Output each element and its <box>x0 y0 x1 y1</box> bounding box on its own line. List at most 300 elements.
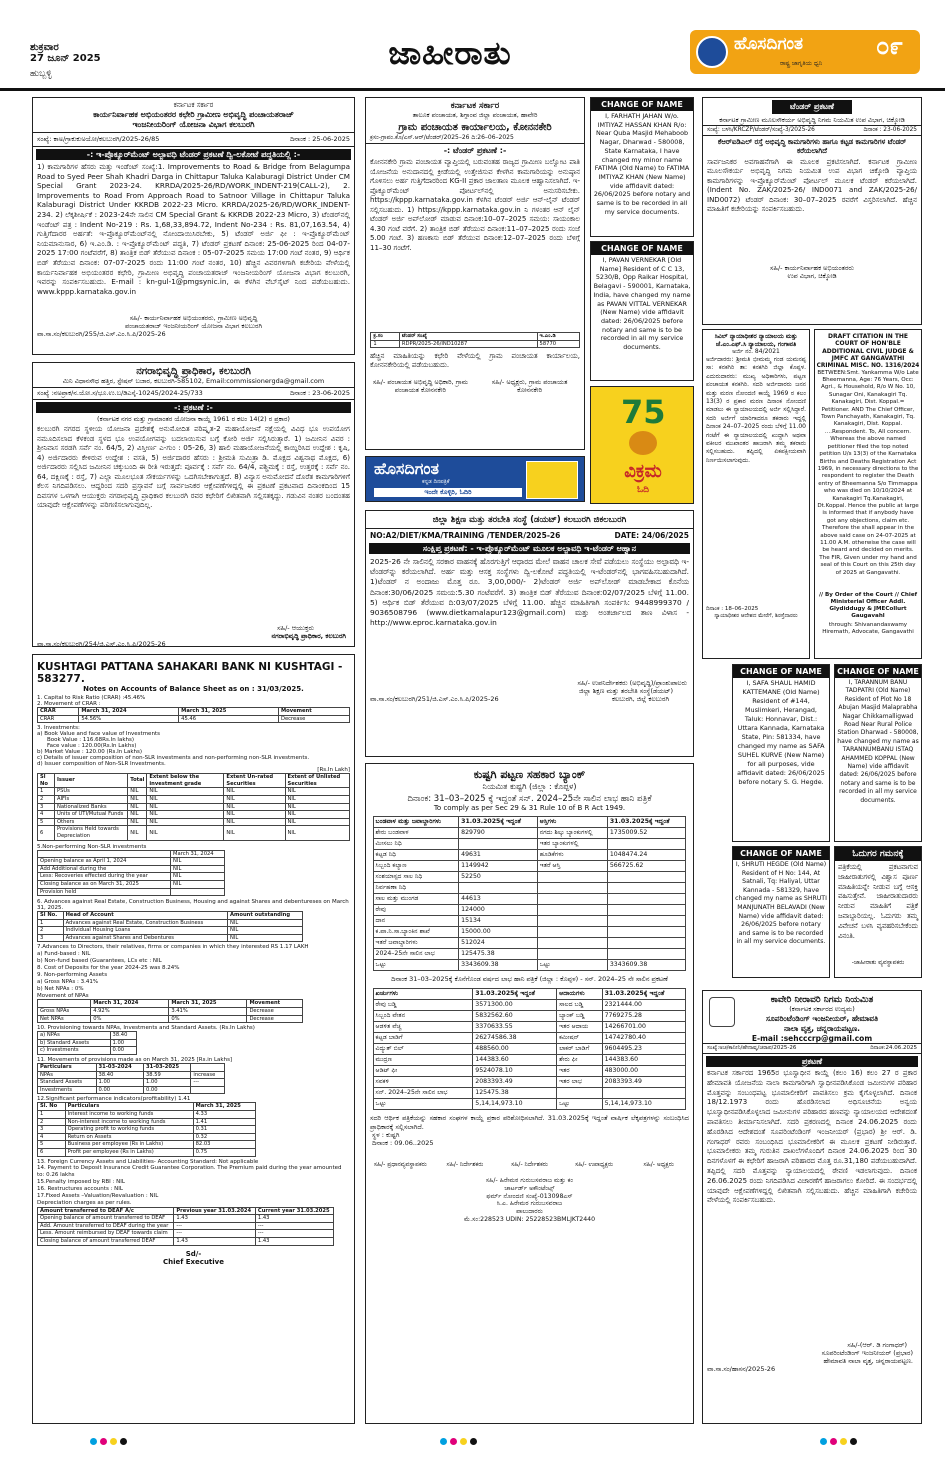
table-cell: 1 <box>38 788 55 796</box>
table-cell: NIL <box>285 826 350 840</box>
table-cell: March 31, 2024 <box>79 708 179 716</box>
table-cell: NIL <box>171 865 225 873</box>
dot-magenta <box>100 1438 107 1445</box>
table-row <box>38 1141 256 1149</box>
table-row <box>38 811 350 819</box>
table-header-row <box>38 912 303 920</box>
table-cell: ಮೀಸಲು ನಿಧಿ <box>373 839 459 850</box>
table-cell: 0.75 <box>193 1148 256 1156</box>
table-cell: Net NPAs <box>38 1015 91 1023</box>
table-cell: Return on Assets <box>65 1133 193 1141</box>
inv-face: Face value : 120.00(Rs.In Lakhs) <box>47 743 137 750</box>
table-cell: Decrease <box>247 1015 303 1023</box>
corp-sub: (ಕರ್ನಾಟಕ ಸರ್ಕಾರದ ಉದ್ಯಮ) <box>789 1005 855 1013</box>
table-cell: 31.03.2025ಕ್ಕೆ ಇದ್ದಂತೆ <box>607 817 686 828</box>
table-cell: 31.03.2025ಕ್ಕೆ ಇದ್ದಂತೆ <box>473 989 557 1000</box>
ref-date: DATE: 24/06/2025 <box>614 531 689 540</box>
table-cell: 1 <box>38 1111 66 1119</box>
court-date: ದಿನಾಂಕ : 18–06–2025 <box>706 606 759 612</box>
table-row <box>38 1126 256 1134</box>
table-cell: NIL <box>128 788 147 796</box>
table-cell: Provision held <box>38 888 171 896</box>
dot-black <box>470 1438 477 1445</box>
page-number: ೦೯ <box>876 32 903 60</box>
authority-title: ನಗರಾಭಿವೃದ್ಧಿ ಪ್ರಾಧಿಕಾರ, ಕಲಬುರಗಿ <box>136 366 251 377</box>
table-cell: ಠೇವು ಬಡ್ಡಿ <box>373 1000 473 1011</box>
table-cell: NIL <box>228 927 303 935</box>
table-cell: Particulars <box>65 1103 193 1111</box>
table-cell: 6 <box>38 826 55 840</box>
table-row <box>38 715 350 723</box>
dot-black <box>120 1438 127 1445</box>
table-cell: ಖರ್ಚುಗಳು <box>373 989 473 1000</box>
text-line: ಚಾರ್ಟರ್ಡ್ ಅಕೌಂಟೆಂಟ್ಸ್ <box>504 1184 555 1192</box>
notice-body: ಕಲಬುರಗಿ ನಗರದ ಸ್ಥಳೀಯ ಯೋಜನಾ ಪ್ರದೇಶಕ್ಕೆ ಅನುಮೋದಿತ ಪರಿಷ್ಕೃತ-2 ಮಹಾಯೋಜನೆ ನಕ್ಷೆಯಲ್ಲಿ ವಿವಿಧ ಭೂ ಉಪಯೋಗ ನಮೂದಿಸಲಾದ ಕೆಳಕಂಡ ಸ್ಥಳದ ಭೂ ಉಪಯೋಗವನ್ನು ಬದಲಾಯಿಸುವ ಬಗ್ಗೆ ಕೋರಿ ಅರ್ಜಿ ಸಲ್ಲಿಸಿರುತ್ತಾರೆ. 1) ಜಮೀನಿನ ವಿವರ : ಶ್ರೀನಿವಾಸ ಸರಡಗಿ ಸರ್ವೆ ನಂ. 64/5, 2) ವಿಸ್ತೀರ್ಣ ಎ-ಗುಂ : 05-26, 3) ಹಾಲಿ ಮಹಾಯೋಜನೆಯಲ್ಲಿ ಕಾಯ್ದಿರಿಸಿದ ಉದ್ದೇಶ : ಕೃಷಿ, 4) ಅರ್ಜಿದಾರರು ಕೇಳಿರುವ ಉದ್ದೇಶ : ವಸತಿ, 5) ಅರ್ಜಿದಾರರ ಹೆಸರು : ಶ್ರೀಮತಿ ಸುಮಿತ್ರಾ ಡಿ. ಮೊಕ್ಷದ ವಿಶ್ವನಾಥ ಮೊಕ್ಷದ, 6) ಅರ್ಜಿದಾರರು ಸಲ್ಲಿಸಿದ ಜಮೀನಿನ ಚಕ್ಕುಬಂದಿ ಈ ರೀತಿ ಇರುತ್ತದೆ: ಪೂರ್ವಕ್ಕೆ : ಸರ್ವೆ ನಂ. 64/4, ಪಶ್ಚಿಮಕ್ಕೆ : ರಸ್ತೆ, ಉತ್ತರಕ್ಕೆ : ಸರ್ವೆ ನಂ. 64, ದಕ್ಷಿಣಕ್ಕೆ : ರಸ್ತೆ, 7) ಎಲ್ಲಾ ಮೂಲಭೂತ ಸೌಕರ್ಯಗಳನ್ನು ಒದಗಿಸಬೇಕಾಗುತ್ತದೆ. 8) ವಿನ್ಯಾಸ ಅನುಮೋದನೆ ದೊರೆತ ಕಾಮಗಾರಿಗಳಿಗೆ ಕೆಲಸ ನಿಗದಿಪಡಿಸಲು. ಆದ್ದರಿಂದ ಸದರಿ ಪ್ರಸ್ತಾವನೆ ಬಗ್ಗೆ ಸಾರ್ವಜನಿಕರ ಆಕ್ಷೇಪಣೆಗಳಿದ್ದಲ್ಲಿ ಈ ಪ್ರಕಟಣೆ ಪ್ರಕಟವಾದ ದಿನಾಂಕದಿಂದ 15 ದಿವಸಗಳ ಒಳಗಾಗಿ ಆಯುಕ್ತರು ನಗರಾಭಿವೃದ್ಧಿ ಪ್ರಾಧಿಕಾರ ಕಲಬುರಗಿ ರವರ ಕಛೇರಿಗೆ ಲಿಖಿತವಾಗಿ ಸಲ್ಲಿಸತಕ್ಕದ್ದು. ಗಡುವಿನ ನಂತರ ಬಂದಂತಹ ಯಾವುದೇ ಆಕ್ಷೇಪಣೆಗಳನ್ನು ಪರಿಗಣಿಸಲಾಗುವುದಿಲ್ಲ. <box>37 424 350 509</box>
table-cell: 15134 <box>459 916 538 927</box>
table-cell: 4 <box>38 1133 66 1141</box>
table-cell: 5 <box>38 818 55 826</box>
table-row <box>38 873 225 881</box>
section-title: ಜಾಹೀರಾತು <box>388 34 512 72</box>
promo-sub: ಕನ್ನಡ ದಿನಪತ್ರಿಕೆ <box>422 479 450 485</box>
table-cell: --- <box>255 1222 333 1230</box>
table-cell <box>607 883 686 894</box>
table-cell: ಇತರ ಲಾಭ <box>557 1077 602 1088</box>
table-cell: NIL <box>285 803 350 811</box>
table-cell: Add. Amount transferred to DEAF during the year <box>38 1222 174 1230</box>
text-line: 8. Cost of Deposits for the year 2024-25 was 8.24% <box>37 965 180 972</box>
performance-label: 12.Significant performance indicators(profitability) 1.41 <box>37 1096 191 1103</box>
table-cell: --- <box>174 1222 256 1230</box>
table-row <box>373 960 686 971</box>
table-cell: 829790 <box>459 828 538 839</box>
readers-body: ಪತ್ರಿಕೆಯಲ್ಲಿ ಪ್ರಕಟವಾಗುವ ಜಾಹೀರಾತುಗಳಲ್ಲಿ ವಿಶ್ವಾಸ ಪೂರ್ಣ ಮಾಹಿತಿಯನ್ನೇ ನೀಡುವ ಬಗ್ಗೆ ಆಸಕ್ತಿ ವಹಿಸುತ್ತೇವೆ. ಜಾಹೀರಾತುದಾರರು ನೀಡುವ ಮಾಹಿತಿಗೆ ಪತ್ರಿಕೆ ಜವಾಬ್ದಾರಿಯಲ್ಲ. ಓದುಗರು ತಮ್ಮ ವಿವೇಚನೆ ಬಳಸಿ ವ್ಯವಹರಿಸಬೇಕೆಂದು ವಿನಂತಿ. <box>838 863 918 940</box>
table-cell: 38.59 <box>143 1071 190 1079</box>
kaveri-emblem-icon <box>709 997 735 1027</box>
table-cell <box>171 888 225 896</box>
table-cell: 144383.60 <box>602 1055 686 1066</box>
table-cell: NIL <box>228 934 303 942</box>
table-cell: ಸಾಲ ಮತ್ತು ಮುಂಗಡ <box>373 894 459 905</box>
profit-loss-table <box>373 988 687 1110</box>
tender-heading: ಟೆಂಡರ್ ಪ್ರಕಟಣೆ <box>772 100 852 114</box>
con-body: I, FARHATH JAHAN W/o. IMTIYAZ HASSAN KHAN R/o: Near Quba Masjid Mehaboob Nagar, Dharwad - 580008, State Karnataka, I have changed my minor name FATIMA (Old Name) to FATIMA IMTIYAZ KHAN (New Name) vide affidavit dated: 26/06/2025 before notary and same is to be recorded in all my service documents. <box>593 112 691 216</box>
table-cell: NIL <box>147 811 224 819</box>
table-cell <box>191 1064 224 1072</box>
table-header-row <box>38 774 350 788</box>
promo-logo: ಹೊಸದಿಗಂತ <box>374 459 439 478</box>
table-cell: 31.03.2025ಕ್ಕೆ ಇದ್ದಂತೆ <box>602 989 686 1000</box>
table-cell: ಒಟ್ಟು <box>537 960 607 971</box>
table-cell: NIL <box>147 795 224 803</box>
table-cell: ಒಟ್ಟು <box>373 1099 473 1110</box>
table-row <box>38 826 350 840</box>
table-cell: Extent of Unlisted Securities <box>285 774 350 788</box>
table-cell: 49631 <box>459 850 538 861</box>
table-cell: Gross NPAs <box>38 1008 91 1016</box>
ref-date: ದಿನಾಂಕ : 25-06-2025 <box>289 135 350 143</box>
change-of-name-5 <box>732 846 830 978</box>
table-cell: NIL <box>171 858 225 866</box>
table-cell: --- <box>174 1230 256 1238</box>
ref-number: ಸಂಖ್ಯೆ:ಅಚ/ಕಾನೀನಿ/ಹೇನಾವೃ/ಚರಾಪ/2025-26 <box>707 1045 797 1051</box>
table-cell: ನಗದು ಶಿಲ್ಕು ಬ್ಯಾಂಕುಗಳಲ್ಲಿ <box>537 828 607 839</box>
readers-sign: -ಜಾಹೀರಾತು ವ್ಯವಸ್ಥಾಪಕರು <box>851 959 905 966</box>
table-cell: ಸವಕಳಿ <box>373 1077 473 1088</box>
table-row <box>38 1148 256 1156</box>
publication-code: ವಾ.ಸಾ.ಸಂ/ಕಲಬುರಗಿ/255/ಜಿ.ಎಸ್.ಎಂ.ಸಿ.ಪಿ/2025-26 <box>37 330 166 338</box>
table-cell: ಇತರ <box>557 1066 602 1077</box>
text-line: a) Gross NPAs : 3.41% <box>37 978 99 985</box>
ref-date: ದಿನಾಂಕ : 23-06-2025 <box>289 389 350 397</box>
board-signature: ಸಹಿ/- ಪ್ರಧಾನವ್ಯವಸ್ಥಾಪಕರು <box>373 1161 427 1168</box>
table-cell: NIL <box>128 818 147 826</box>
table-cell: 483000.00 <box>602 1066 686 1077</box>
table-cell: Issuer <box>54 774 127 788</box>
notice-body: 2025-26 ನೇ ಸಾಲಿನಲ್ಲಿ ಸರಕಾರ ವಾಹನಕ್ಕೆ ಹೊರಗುತ್ತಿಗೆ ಆಧಾರದ ಮೇಲೆ ವಾಹನ ಚಾಲಕ ಸೇವೆ ಪಡೆಯಲು ಸಂಸ್ಥೆಯು ಅಲ್ಪಾವಧಿ ಇ-ಟೆಂಡರ್‌ನ್ನು ಕರೆಯಲಾಗಿದೆ. ಅರ್ಹ ಮತ್ತು ಆಸಕ್ತ ಸಂಸ್ಥೆಗಳು ದ್ವಿ-ಲಕೋಟೆ ಪದ್ಧತಿಯಲ್ಲಿ ಇ-ಟೆಂಡರ್‌ನಲ್ಲಿ ಭಾಗವಹಿಸಬಹುದಾಗಿದೆ. 1)ಟೆಂಡರ್ ನ ಅಂದಾಜು ಮೊತ್ತ ರೂ. 3,00,000/- 2)ಟೆಂಡರ್ ಅರ್ಜಿ ಅಪ್‌ಲೋಡ್ ಮಾಡಬೇಕಾದ ಕೊನೆಯ ದಿನಾಂಕ:30/06/2025 ಸಮಯ:5.30 ಗಂಟೆವರೆಗೆ. 3) ತಾಂತ್ರಿಕ ಬಿಡ್ ತೆರೆಯುವ ದಿನಾಂಕ:02/07/2025 ಬೆಳಿಗ್ಗೆ 11.00. 5) ಆರ್ಥಿಕ ಬಿಡ್ ತೆರೆಯುವ ದಿ:03/07/2025 ಬೆಳಿಗ್ಗೆ 11.00. ಹೆಚ್ಚಿನ ಮಾಹಿತಿಗಾಗಿ ಸಂಪರ್ಕಿಸಿ: 9448999370 / 9036508796 (www.dietkamalapur123@gmail.com) ಮತ್ತು ಅಂತರ್ಜಾಲದ ತಾಣ ವಿಳಾಸ - http://www.eproc.karnataka.gov.in <box>370 557 689 628</box>
table-cell: 14266701.00 <box>602 1022 686 1033</box>
text-line: Depreciation charges as per rules. <box>37 1199 132 1206</box>
table-cell <box>607 839 686 850</box>
table-row <box>373 1099 686 1110</box>
table-cell: 5832562.60 <box>473 1011 557 1022</box>
table-cell: ಬ್ಯಾಂಕ್ ಬಡ್ಡಿ <box>557 1011 602 1022</box>
table-cell: ಒಟ್ಟು <box>373 960 459 971</box>
change-of-name-3 <box>732 664 830 842</box>
readers-heading: ಓದುಗರ ಗಮನಕ್ಕೆ <box>835 847 921 861</box>
inv-c: c) Details of issuer composition of non-SLR investments and non-performing non-SLR investments. <box>37 755 310 762</box>
bank-notes-ad <box>32 654 355 1424</box>
table-cell: 38.40 <box>110 1032 137 1040</box>
table-cell: 1.43 <box>174 1215 256 1223</box>
table-cell: 4.33 <box>193 1111 256 1119</box>
table-cell: NIL <box>285 818 350 826</box>
table-row <box>373 828 686 839</box>
table-cell: ಹೂಡಿಕೆಗಳು <box>537 850 607 861</box>
table-cell: 3.41% <box>169 1008 247 1016</box>
table-cell: 0.00 <box>96 1086 143 1094</box>
dot-black <box>850 1438 857 1445</box>
table-row <box>373 850 686 861</box>
publication-code: ವಾ.ಸಾ.ಸಂ/ಹಾಸನ/2025-26 <box>707 1365 776 1373</box>
date-label: 27 ಜೂನ್ 2025 <box>30 53 101 64</box>
table-cell: Advances against Real Estate, Construction Business <box>63 919 227 927</box>
table-cell: 54.56% <box>79 715 179 723</box>
notice-heading: -: ಪ್ರಕಟಣೆ :- <box>36 402 351 413</box>
table-cell <box>459 883 538 894</box>
text-line: b) Non-fund based (Guarantees, LCs etc : NIL <box>37 958 162 965</box>
dot-yellow <box>110 1438 117 1445</box>
table-cell: 31-03-2025 <box>143 1064 190 1072</box>
auditor-block <box>366 1177 693 1224</box>
table-row <box>373 1077 686 1088</box>
vikrama-sub: ಓದಿ <box>637 485 649 495</box>
text-line: 14. Payment to Deposit Insurance Credit Guarantee Corporation. The Premium paid during the year amounted to: 0.26 lakhs <box>37 1165 342 1179</box>
table-cell: 1.41 <box>193 1118 256 1126</box>
table-cell: Advances against Shares and Debentures <box>63 934 227 942</box>
table-cell: March 31, 2024 <box>91 1000 169 1008</box>
table-cell: NIL <box>224 818 285 826</box>
table-cell: PSUs <box>54 788 127 796</box>
table-cell: NIL <box>128 826 147 840</box>
section-7-block <box>37 944 350 999</box>
table-cell <box>537 883 607 894</box>
signatory-1: ಸಹಿ/-(ಆರ್. ಡಿ ಗಂಗಾಧರ್) <box>847 1341 907 1349</box>
kaveri-notice-ad <box>702 990 922 1424</box>
text-line: a) Fund-based : NIL <box>37 951 91 958</box>
table-row <box>38 1071 225 1079</box>
table-row <box>38 1133 256 1141</box>
table-cell: 2 <box>38 927 64 935</box>
table-cell: 58770 <box>537 340 579 348</box>
court-advocate: through: Shivanandaswamy Hiremath, Advocate, Gangavathi <box>822 621 914 635</box>
table-cell: 2 <box>38 1118 66 1126</box>
inv-d: d) Issuer composition of Non-SLR Investments. <box>37 761 166 768</box>
table-cell: 1 <box>38 919 64 927</box>
table-cell: 52250 <box>459 872 538 883</box>
table-cell <box>537 905 607 916</box>
table-cell: Decrease <box>278 715 349 723</box>
office-name: ಕಾರ್ಯನಿರ್ವಾಹಕ ಅಭಿಯಂತರರ ಕಛೇರಿ ಗ್ರಾಮೀಣ ಅಭಿವೃದ್ಧಿ ಪಂಚಾಯತರಾಜ್ <box>93 110 294 119</box>
text-line: Movement of NPAs <box>37 992 89 999</box>
table-cell: 1.00 <box>96 1079 143 1087</box>
notice-heading: ಸಂಕ್ಷಿಪ್ತ ಪ್ರಕಟಣೆ: - ಇ-ಪ್ರೊಕ್ಯೂರ್‌ಮೆಂಟ್ ಮೂಲಕ ಅಲ್ಪಾವಧಿ ಇ-ಟೆಂಡರ್ ಆಹ್ವಾನ <box>369 543 690 554</box>
inv-a: a) Book Value and face value of Investments <box>37 731 160 738</box>
table-cell: ಒಟ್ಟು <box>557 1099 602 1110</box>
table-cell: 144383.60 <box>473 1055 557 1066</box>
table-cell: ಆಡಳಿತ ವೆಚ್ಚ <box>373 1022 473 1033</box>
table-cell: Opening balance of amount transferred to DEAF <box>38 1215 174 1223</box>
notice-heading: -: ಇ-ಪ್ರೊಕ್ಯೂರ್‌ಮೆಂಟ್ ಅಲ್ಪಾವಧಿ ಟೆಂಡರ್ ಪ್ರಕಟಣೆ ದ್ವಿ-ಲಕೋಟೆ ಪದ್ಧತಿಯಲ್ಲಿ :- <box>36 149 351 160</box>
table-row <box>373 894 686 905</box>
con-body: I, PAVAN VERNEKAR [Old Name] Resident of C C 13, 5230/B, Opp Raikar Hospital, Belagavi - 590001, Karnataka, India, have changed my name as PAVAN VITTAL VERNEKAR (New Name) vide affidavit dated: 26/06/2025 before notary and same is to be recorded in all my service documents. <box>593 256 691 352</box>
table-cell: Current year 31.03.2025 <box>255 1207 333 1215</box>
day-label: ಶುಕ್ರವಾರ <box>30 42 59 53</box>
table-cell <box>607 916 686 927</box>
table-row <box>38 865 225 873</box>
table-cell: Operating profit to working funds <box>65 1126 193 1134</box>
signatory-2: ನಗರಾಭಿವೃದ್ಧಿ ಪ್ರಾಧಿಕಾರ, ಕಲಬುರಗಿ <box>271 632 346 640</box>
con-heading: CHANGE OF NAME <box>835 665 921 678</box>
vikrama-name: ವಿಕ್ರಮ <box>624 461 662 482</box>
table-row <box>373 883 686 894</box>
table-cell: 14742780.40 <box>602 1033 686 1044</box>
table-cell: Decrease <box>247 1008 303 1016</box>
board-signature: ಸಹಿ/- ಉಪಾಧ್ಯಕ್ಷರು <box>575 1161 614 1168</box>
ref-date: ದಿನಾಂಕ:24.06.2025 <box>870 1045 917 1051</box>
table-cell: Sl No <box>38 774 55 788</box>
table-cell: ಇತರ ಆದಾಯ <box>557 1022 602 1033</box>
dot-magenta <box>450 1438 457 1445</box>
table-cell: 2024–25ನೇ ಸಾಲಿನ ಲಾಭ <box>373 949 459 960</box>
table-cell: NPAs <box>38 1071 97 1079</box>
text-line: 9. Non-performing Assets <box>37 971 108 978</box>
table-cell: increase <box>191 1071 224 1079</box>
signatory-2: ಸೂಪರಿಂಟೆಂಡಿಂಗ್ ಇಂಜನೀಯರ್ (ಪ್ರಭಾರ) <box>821 1349 913 1357</box>
table-row <box>38 1238 334 1246</box>
court-body: BETWEEN:Smt. Yankamma W/o Late Bheemanna, Age: 76 Years, Occ: Agri., & Household, R/o W No. 10, Sunagar Oni, Kanakagiri Tq. Kanakagiri, Dist. Koppal.= Petitioner. AND The Chief Officer, Town Panchayath, Kanakagiri, Tq. Kanakagiri, Dist. Koppal. ....Respondent. To, All concern. Whereas the above named petitioner filed the top noted petition U/s 13(3) of the Karnataka Births and Deaths Registration Act 1969, in necessary directions to the respondent to register the Death entry of Bheemanna S/o Timmappa who was died on 10/10/2024 at Kanakagiri Tq.Kanakagiri, Dt.Koppal. Hence the public at large is informed that if anybody have got any objections, claim etc. Therefore the shall appear in the above said case on 24-07-2025 at 11.00 A.M. otherwise the case will be heard and decided on merits. The FIR, Given under my hand and seal of this Court on this 25th day of 2025 at Gangavathi. <box>817 369 919 576</box>
npslr-table <box>37 850 225 897</box>
table-row <box>373 938 686 949</box>
table-cell <box>557 1088 602 1099</box>
con-heading: CHANGE OF NAME <box>733 665 829 678</box>
table-cell: 45.46 <box>179 715 279 723</box>
table-row <box>38 795 350 803</box>
text-line: b) Net NPAs : 0% <box>37 985 84 992</box>
table-row <box>38 803 350 811</box>
notice-body: 1) ಕಾಮಗಾರಿಗಳ ಹೆಸರು ಮತ್ತು ಇಂಡೆಂಟ್ ಸಂಖ್ಯೆ:1. Improvements to Road & Bridge from Belagumpa Road to Syed Peer Shah Khadri Darga in Chittapur Taluka Kalaburagi District Under CM Special Grant 2023-24. KRRDA/2025-26/RD/WORK_INDENT-219(CALL-2), 2. Improvements to Road From Approach Road to Satnoor Village in Chittapur Taluka Kalaburagi District Under KKRDB 2022-23 Micro. KRRDA/2025-26/RD/WORK_INDENT-234. 2) ಲೆಕ್ಕಶೀರ್ಷಿಕೆ : 2023-24ನೇ ಸಾಲಿನ CM Special Grant & KKRDB 2022-23 Micro, 3) ಟೆಂಡರ್‌ನಲ್ಲಿ ಇಂಡೆಂಟ್ ಪತ್ರ : Indent No-219 : Rs. 1,68,33,894.72, Indent No-234 : Rs. 81,07,163.54, 4) ಗುತ್ತಿಗೆದಾರರ ಅರ್ಹತೆ: ಇ-ಪ್ರೊಕ್ಯೂರ್‌ಮೆಂಟ್‌ನಲ್ಲಿ ನೋಂದಾಯಿಸಿರಬೇಕು, 5) ಟೆಂಡರ್ ಅರ್ಜಿ ಫೀ : ಇ-ಪ್ರೊಕ್ಯೂರ್‌ಮೆಂಟ್ ನಿಯಮಾನುಸಾರ, 6) ಇ.ಎಂ.ಡಿ. : ಇ-ಪ್ರೊಕ್ಯೂರ್‌ಮೆಂಟ್ ಪದ್ಧತಿ, 7) ಟೆಂಡರ್ ಪ್ರಕಟಣೆ ದಿನಾಂಕ: 25-06-2025 ರಿಂದ 04-07-2025 17:00 ಗಂಟೆವರೆಗೆ, 8) ತಾಂತ್ರಿಕ ಬಿಡ್ ತೆರೆಯುವ ದಿನಾಂಕ : 05-07-2025 ಸಮಯ 17:00 ಗಂಟೆ ನಂತರ, 9) ಆರ್ಥಿಕ ಬಿಡ್ ತೆರೆಯುವ ದಿನಾಂಕ: 07-07-2025 ರಂದು 11:00 ಗಂಟೆ ನಂತರ, 10) ಹೆಚ್ಚಿನ ವಿವರಗಳಿಗಾಗಿ ಕಚೇರಿಯ ವೇಳೆಯಲ್ಲಿ ಕಾರ್ಯನಿರ್ವಾಹಕ ಅಭಿಯಂತರರ ಕಛೇರಿ, ಗ್ರಾಮೀಣ ಅಭಿವೃದ್ಧಿ ಪಂಚಾಯತರಾಜ್ ಇಂಜನೀಯರಿಂಗ್ ಯೋಜನಾ ವಿಭಾಗ ಕಲಬುರಗಿ, ಇವರನ್ನು ಸಂಪರ್ಕಿಸಬಹುದು. E-mail : kn-gul-1@pmgsynic.in, ಈ ಕೆಳಗಿನ ವೆಬ್‌ಸೈಟ್ ನಿಂದ ಪಡೆಯಬಹುದು. www.kppp.karnataka.gov.in <box>37 162 350 296</box>
ref-number: NO:A2/DIET/KMA/TRAINING /TENDER/2025-26 <box>370 531 561 540</box>
table-header-row <box>38 850 225 858</box>
compliance-line: To comply as per Sec 29 & 31 Rule 10 of B R Act 1949. <box>433 804 626 812</box>
table-cell: Standard Assets <box>38 1079 97 1087</box>
table-cell <box>607 949 686 960</box>
uda-notice-ad <box>32 362 355 647</box>
board-signature: ಸಹಿ/- ನಿರ್ದೇಶಕರು <box>446 1161 484 1168</box>
table-header-row <box>371 333 579 341</box>
signature: Sd/- <box>185 1249 202 1258</box>
registration-dots-left <box>90 1438 127 1445</box>
table-cell: 5,14,14,973.10 <box>602 1099 686 1110</box>
table-cell: 4 <box>38 811 55 819</box>
text-line: 17.Fixed Assets –Valuation/Revaluation : NIL <box>37 1192 159 1199</box>
tender-subject: ಕೆಆರ್‌ಐಡಿಎಲ್ ರಸ್ತೆ ಅಭಿವೃದ್ಧಿ ಕಾಮಗಾರಿಗಳು ಹಾಗೂ ಕಟ್ಟಡ ಕಾಮಗಾರಿಗಳ ಟೆಂಡರ್ ಕರೆಯಲಾಗಿದೆ <box>717 137 907 155</box>
table-cell: Extent Un-rated Securities <box>224 774 285 788</box>
table-cell: 3370633.55 <box>473 1022 557 1033</box>
table-cell: 1735009.52 <box>607 828 686 839</box>
table-cell: Opening balance as April 1, 2024 <box>38 858 171 866</box>
table-cell <box>602 1088 686 1099</box>
crar-ratio: 1. Capital to Risk Ratio (CRAR) :45.46% <box>37 695 146 701</box>
table-cell: 15000.00 <box>459 927 538 938</box>
table-cell: c) Investments <box>38 1047 111 1055</box>
lion-emblem-icon <box>629 431 657 455</box>
diet-tender-ad <box>365 510 694 757</box>
dot-magenta <box>830 1438 837 1445</box>
table-cell: Closing balance of amount transferred DEAF <box>38 1238 174 1246</box>
table-cell: Profit per employee (Rs in Lakhs) <box>65 1148 193 1156</box>
investments-label: 3. Investments: <box>37 725 80 732</box>
table-cell: ಸಂಶಯಾಸ್ಪದ ಸಾಲ ನಿಧಿ <box>373 872 459 883</box>
authority-address: ಮಿನಿ ವಿಧಾನಸೌಧ ಹತ್ತಿರ, ಸ್ಟೇಷನ್ ಬಜಾರ, ಕಲಬುರಗಿ-585102, Email:commissionergda@gmail.com <box>33 377 354 388</box>
table-cell: ಸನ್. 2024–25ನೇ ಸಾಲಿನ ಲಾಭ <box>373 1088 473 1099</box>
table-row <box>373 839 686 850</box>
table-cell: AIFIs <box>54 795 127 803</box>
table-cell: 3571300.00 <box>473 1000 557 1011</box>
table-cell: ಸಿಬ್ಬಂದಿ ವೇತನ <box>373 1011 473 1022</box>
table-cell: NIL <box>171 873 225 881</box>
table-cell: 2083393.49 <box>602 1077 686 1088</box>
table-cell: Others <box>54 818 127 826</box>
table-row <box>38 818 350 826</box>
table-cell <box>607 894 686 905</box>
table-cell: 3 <box>38 1126 66 1134</box>
table-cell: NIL <box>224 795 285 803</box>
table-cell: 3 <box>38 803 55 811</box>
table-cell: 5 <box>38 1141 66 1149</box>
place: ಸ್ಥಳ : ಕುಷ್ಟಗಿ <box>372 1131 400 1139</box>
ref-number: ಸಂಖ್ಯೆ :ನಅಪ್ರಾಕ/ನ.ಯೋ.ಸ/ಭೂ.ಉ.ಬ/ಡಿಎಸ್ಕೆ-10245/2024-25/733 <box>37 389 203 397</box>
table-row <box>373 1011 686 1022</box>
table-cell: 0% <box>169 1015 247 1023</box>
table-cell: 0.00 <box>110 1047 137 1055</box>
table-cell: NIL <box>128 803 147 811</box>
table-cell: ಆಡಿಟ್ ಫೀ <box>373 1066 473 1077</box>
table-cell: Movement <box>247 1000 303 1008</box>
table-cell: 6 <box>38 1148 66 1156</box>
text-line: ಮೆ.ಸಂ:228523 UDIN: 25228523BMLJKT2440 <box>463 1215 596 1223</box>
kbjnl-tender-ad <box>32 97 355 355</box>
table-cell: 1048474.24 <box>607 850 686 861</box>
table-cell: NIL <box>285 811 350 819</box>
inv-market: b) Market Value : 120.00 (Rs.In Lakhs) <box>37 749 143 756</box>
krid-tender-ad <box>702 97 922 325</box>
logo-tagline: ರಾಷ್ಟ್ರ ಜಾಗೃತಿಯ ಧ್ವನಿ <box>780 60 823 67</box>
movements-label: 11. Movements of provisions made as on March 31, 2025 [Rs.in Lakhs] <box>37 1057 233 1064</box>
signatory-1: ಸಹಿ/- ಆಯುಕ್ತರು <box>277 624 314 632</box>
corp-name: ಕಾವೇರಿ ನೀರಾವರಿ ನಿಗಮ ನಿಯಮಿತ <box>770 995 874 1005</box>
movements-table <box>37 1063 225 1094</box>
bank-subtitle: ನಿಯಮಿತ ಕುಷ್ಟಗಿ (ಜಿಲ್ಲಾ : ಕೊಪ್ಪಳ) <box>482 782 577 791</box>
table-cell: ಸಿಬ್ಬಂದಿ ಕಲ್ಯಾಣ <box>373 861 459 872</box>
table-cell <box>537 927 607 938</box>
promo-cta: ಇಂದೇ ಕೊಳ್ಳಿರಿ, ಓದಿರಿ <box>374 488 522 497</box>
publication-code: ವಾ.ಸಾ.ಸಂ/ಕಲಬುರಗಿ/251/ಜಿ.ಎಸ್.ಎಂ.ಸಿ.ಪಿ/2025-26 <box>370 695 499 703</box>
table-cell <box>607 938 686 949</box>
notice-body: ಸಾರ್ವಜನಿಕರ ಅವಗಾಹನೆಗಾಗಿ ಈ ಮೂಲಕ ಪ್ರಕಟಿಸಲಾಗಿದೆ. ಕರ್ನಾಟಕ ಗ್ರಾಮೀಣ ಮೂಲಸೌಕರ್ಯ ಅಭಿವೃದ್ಧಿ ನಿಗಮ ನಿಯಮಿತ ಉಪ ವಿಭಾಗ ಚಿಕ್ಕೋಡಿ ವ್ಯಾಪ್ತಿಯ ಕಾಮಗಾರಿಗಳನ್ನು ಇ-ಪ್ರೊಕ್ಯೂರ್‌ಮೆಂಟ್ ಪೋರ್ಟಲ್ ಮೂಲಕ ಟೆಂಡರ್ ಕರೆಯಲಾಗಿದೆ. (Indent No. ZAK/2025-26/ IND0071 and ZAK/2025-26/ IND0072) ಟೆಂಡರ್ ದಿನಾಂಕ: 30–07–2025 ರವರೆಗೆ ವಿಸ್ತರಿಸಲಾಗಿದೆ. ಹೆಚ್ಚಿನ ಮಾಹಿತಿಗೆ ಕಚೇರಿಯನ್ನು ಸಂಪರ್ಕಿಸಬಹುದು. <box>707 157 917 214</box>
table-cell: 1.43 <box>174 1238 256 1246</box>
bank-title: KUSHTAGI PATTANA SAHAKARI BANK NI KUSHTAGI - 583277. <box>37 661 343 685</box>
table-cell: NIL <box>147 818 224 826</box>
table-cell: 9604495.23 <box>602 1044 686 1055</box>
table-row <box>38 880 225 888</box>
table-row <box>38 1118 256 1126</box>
con-heading: CHANGE OF NAME <box>591 98 693 111</box>
masthead-logo <box>690 30 920 74</box>
table-cell: ಕ.ಪಾ.ನಿ.ಸಾ.ಬ್ಯಾಂಕಿನ ಶಾಖೆ <box>373 927 459 938</box>
table-cell: 31.03.2025ಕ್ಕೆ ಇದ್ದಂತೆ <box>459 817 538 828</box>
table-cell: --- <box>255 1230 333 1238</box>
table-row <box>373 1000 686 1011</box>
table-row <box>373 1033 686 1044</box>
table-cell: Investments <box>38 1086 97 1094</box>
table-header-row <box>38 1207 334 1215</box>
table-cell: 1.43 <box>255 1215 333 1223</box>
table-cell <box>537 872 607 883</box>
table-cell: Sl. No <box>38 1103 66 1111</box>
table-cell: 1 <box>371 340 400 348</box>
npa-table <box>37 999 303 1023</box>
text-line: 7.Advances to Directors, their relatives, firms or companies in which they interested RS 1.17 LAKH <box>37 944 309 951</box>
table-cell: ಶೇರು ಬಂಡವಾಳ <box>373 828 459 839</box>
bank-title: ಕುಷ್ಟಗಿ ಪಟ್ಟಣ ಸಹಕಾರ ಬ್ಯಾಂಕ್ <box>473 768 586 781</box>
table-row <box>373 1044 686 1055</box>
advances-table <box>37 911 303 942</box>
signatory-1: ಸಹಿ/- ಕಾರ್ಯನಿರ್ವಾಹಕ ಅಭಿಯಂತರರು <box>770 263 854 272</box>
table-cell: 26274586.38 <box>473 1033 557 1044</box>
dot-yellow <box>460 1438 467 1445</box>
table-row <box>373 927 686 938</box>
table-cell: ಶೇರು ಫೀ <box>557 1055 602 1066</box>
logo-globe-icon <box>696 36 728 68</box>
court-title: ಸಿವಿಲ್ ನ್ಯಾಯಾಧೀಶರ ನ್ಯಾಯಾಲಯ ಮತ್ತು ಜೆ.ಎಂ.ಎಫ್.ಸಿ ನ್ಯಾಯಾಲಯ, ಗಂಗಾವತಿ <box>714 333 798 348</box>
table-cell: NIL <box>224 811 285 819</box>
court-sign: ನ್ಯಾಯಾಧೀಶರ ಆದೇಶದ ಮೇರೆಗೆ, ಶಿರಸ್ತೆದಾರರು <box>714 613 798 619</box>
bank-subtitle: Notes on Accounts of Balance Sheet as on : 31/03/2025. <box>83 685 304 693</box>
table-cell: Non-interest income to working funds <box>65 1118 193 1126</box>
table-cell: ಇತರ ಬ್ಯಾಂಕುಗಳಲ್ಲಿ <box>537 839 607 850</box>
case-number: ಅರ್ಜಿ ನಂ. 84/2021 <box>732 348 780 355</box>
